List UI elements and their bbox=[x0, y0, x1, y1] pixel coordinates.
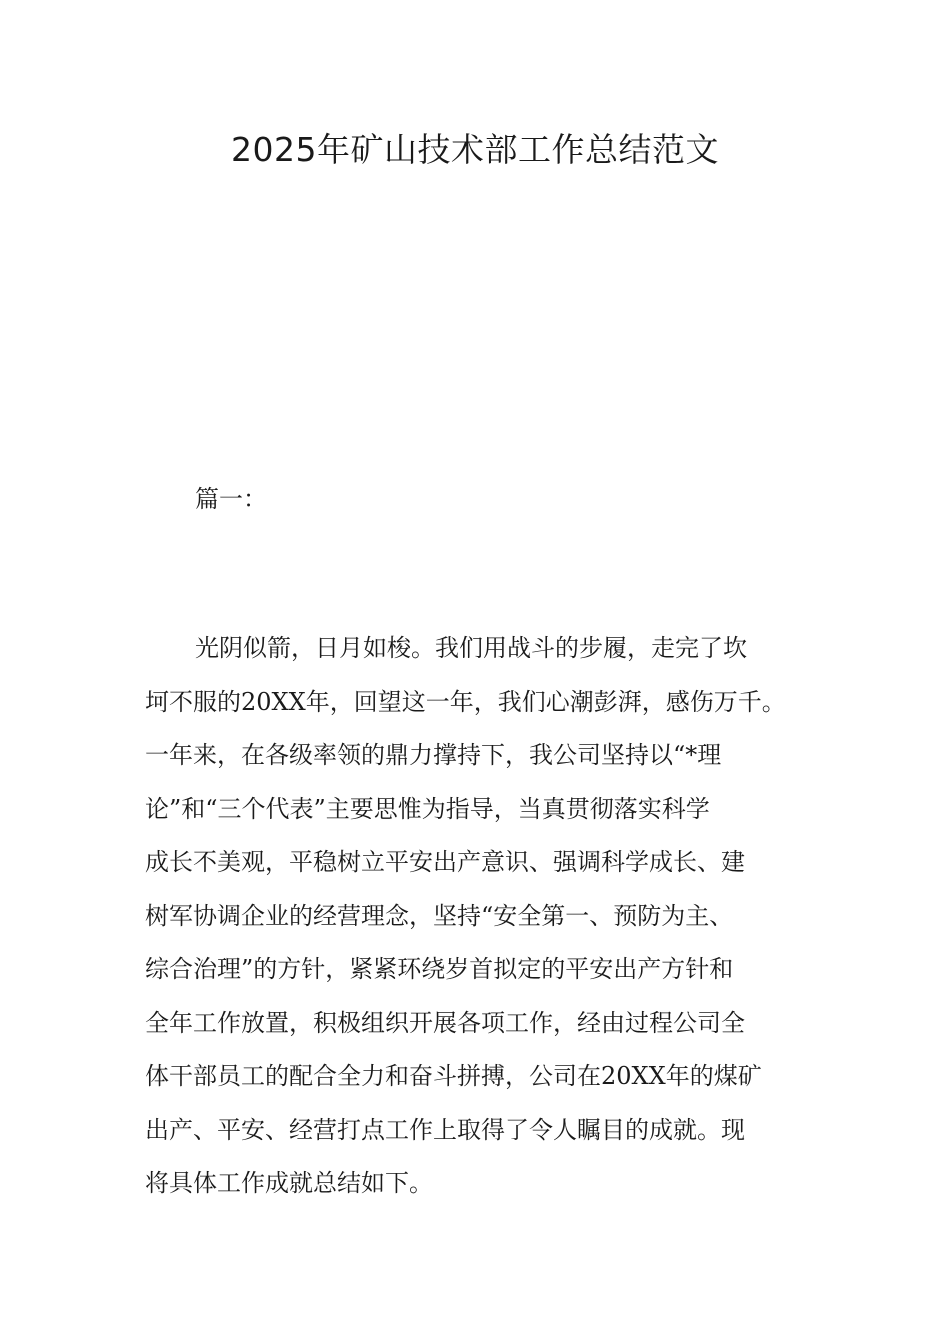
section-label: 篇一： bbox=[195, 485, 267, 513]
body-paragraph bbox=[145, 622, 815, 1211]
paragraph-line: 论”和“三个代表”主要思惟为指导，当真贯彻落实科学 bbox=[145, 794, 710, 823]
paragraph-line: 树军协调企业的经营理念，坚持“安全第一、预防为主、 bbox=[145, 901, 734, 930]
paragraph-line: 一年来，在各级率领的鼎力撑持下，我公司坚持以“*理 bbox=[145, 741, 722, 769]
paragraph-line: 全年工作放置，积极组织开展各项工作，经由过程公司全 bbox=[145, 1008, 745, 1037]
document-title: 2025年矿山技术部工作总结范文 bbox=[231, 130, 719, 169]
paragraph-line: 光阴似箭，日月如梭。我们用战斗的步履，走完了坎 bbox=[195, 634, 747, 662]
paragraph-line: 将具体工作成就总结如下。 bbox=[145, 1169, 433, 1197]
paragraph-line: 出产、平安、经营打点工作上取得了令人瞩目的成就。现 bbox=[145, 1115, 745, 1144]
paragraph-line: 成长不美观，平稳树立平安出产意识、强调科学成长、建 bbox=[145, 848, 745, 876]
paragraph-line: 体干部员工的配合全力和奋斗拼搏，公司在20XX年的煤矿 bbox=[145, 1062, 762, 1090]
paragraph-line: 综合治理”的方针，紧紧环绕岁首拟定的平安出产方针和 bbox=[145, 955, 734, 983]
paragraph-line: 坷不服的20XX年，回望这一年，我们心潮彭湃，感伤万千。 bbox=[145, 687, 786, 716]
